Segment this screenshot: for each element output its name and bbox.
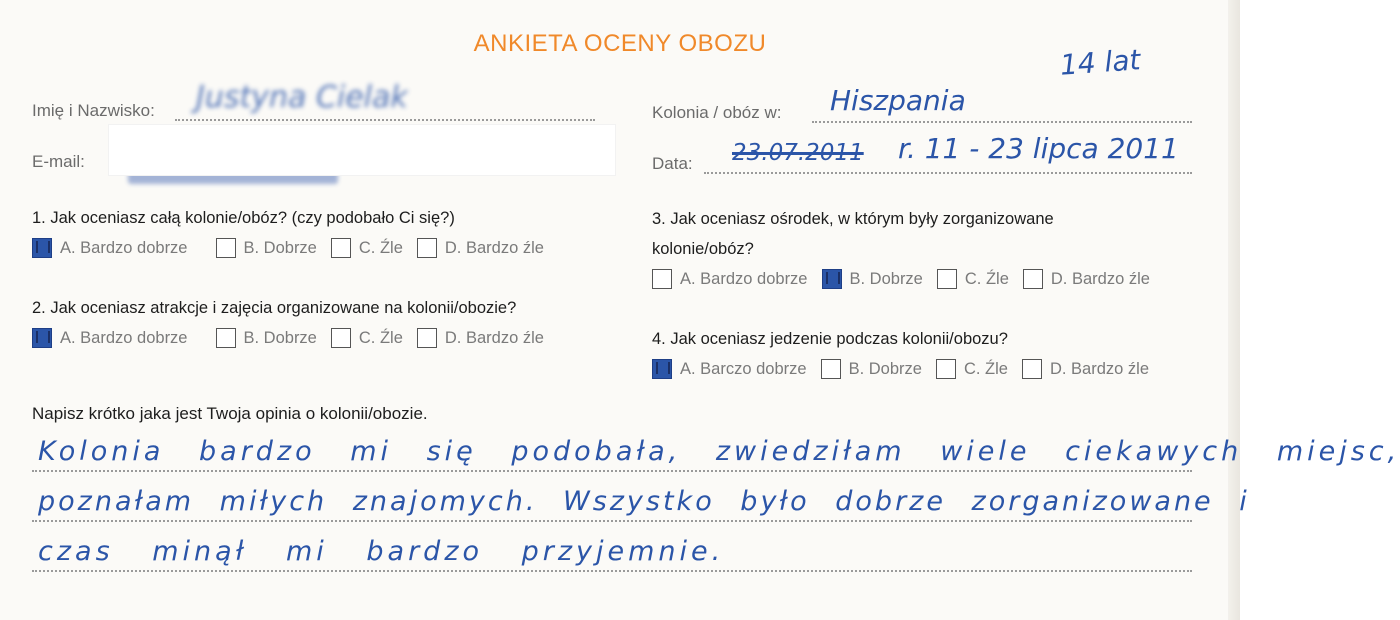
q1-option-c[interactable] <box>331 238 403 258</box>
checkbox[interactable] <box>1023 269 1043 289</box>
q1-option-a[interactable] <box>32 238 188 258</box>
q4-option-b[interactable] <box>821 359 922 379</box>
question-4-label: 4. Jak oceniasz jedzenie podczas kolonii/obozu? <box>652 330 1008 348</box>
date-dotted-line <box>704 172 1192 174</box>
question-3-label-line2: kolonie/obóz? <box>652 240 754 258</box>
card-edge <box>1228 0 1240 620</box>
q4-option-d-label: D. Bardzo źle <box>1049 359 1149 378</box>
opinion-label: Napisz krótko jaka jest Twoja opinia o kolonii/obozie. <box>32 404 428 423</box>
q4-option-d[interactable] <box>1022 359 1149 379</box>
opinion-dotted-line-1 <box>32 470 1192 472</box>
q2-option-b[interactable] <box>216 328 317 348</box>
q1-option-b-label: B. Dobrze <box>243 238 317 257</box>
q3-option-d[interactable] <box>1023 269 1150 289</box>
q1-option-d-label: D. Bardzo źle <box>444 238 544 257</box>
q4-option-b-label: B. Dobrze <box>848 359 922 378</box>
checkbox[interactable] <box>821 359 841 379</box>
checkbox-checked[interactable] <box>32 238 52 258</box>
survey-title: ANKIETA OCENY OBOZU <box>473 30 767 57</box>
q2-option-b-label: B. Dobrze <box>243 328 317 347</box>
checkbox[interactable] <box>216 328 236 348</box>
opinion-text-line-2[interactable]: poznałam miłych znajomych. Wszystko było dobrze zorganizowane i <box>38 486 1250 517</box>
question-4-options <box>652 359 1163 379</box>
q2-option-a[interactable] <box>32 328 188 348</box>
handwritten-age-note: 14 lat <box>1058 43 1142 82</box>
checkbox[interactable] <box>417 328 437 348</box>
name-value-blurred[interactable]: Justyna Cielak <box>196 80 408 115</box>
q4-option-a[interactable] <box>652 359 807 379</box>
name-label: Imię i Nazwisko: <box>32 101 155 120</box>
checkbox[interactable] <box>331 238 351 258</box>
camp-dotted-line <box>812 121 1192 123</box>
q3-option-b-label: B. Dobrze <box>849 269 923 288</box>
q2-option-d[interactable] <box>417 328 544 348</box>
q3-option-d-label: D. Bardzo źle <box>1050 269 1150 288</box>
question-3-options <box>652 269 1164 289</box>
q1-option-d[interactable] <box>417 238 544 258</box>
date-struck-through: 23.07.2011 <box>732 140 864 166</box>
email-redaction-box <box>108 124 616 176</box>
opinion-dotted-line-3 <box>32 570 1192 572</box>
checkbox-checked[interactable] <box>32 328 52 348</box>
camp-value[interactable]: Hiszpania <box>830 84 966 117</box>
checkbox[interactable] <box>216 238 236 258</box>
q2-option-a-label: A. Bardzo dobrze <box>60 328 188 347</box>
q2-option-c-label: C. Źle <box>358 328 403 347</box>
q3-option-b[interactable] <box>822 269 923 289</box>
q3-option-c-label: C. Źle <box>964 269 1009 288</box>
checkbox[interactable] <box>417 238 437 258</box>
question-2-label: 2. Jak oceniasz atrakcje i zajęcia organizowane na kolonii/obozie? <box>32 299 517 317</box>
q4-option-a-label: A. Barczo dobrze <box>680 359 807 378</box>
q3-option-a-label: A. Bardzo dobrze <box>680 269 808 288</box>
q3-option-c[interactable] <box>937 269 1009 289</box>
checkbox-checked[interactable] <box>652 359 672 379</box>
checkbox-checked[interactable] <box>822 269 842 289</box>
question-2-options <box>32 328 558 348</box>
q4-option-c[interactable] <box>936 359 1008 379</box>
q1-option-c-label: C. Źle <box>358 238 403 257</box>
q1-option-a-label: A. Bardzo dobrze <box>60 238 188 257</box>
q4-option-c-label: C. Źle <box>963 359 1008 378</box>
checkbox[interactable] <box>937 269 957 289</box>
name-dotted-line <box>175 119 595 121</box>
question-3-label-line1: 3. Jak oceniasz ośrodek, w którym były zorganizowane <box>652 210 1054 228</box>
checkbox[interactable] <box>652 269 672 289</box>
q2-option-c[interactable] <box>331 328 403 348</box>
checkbox[interactable] <box>936 359 956 379</box>
email-label: E-mail: <box>32 152 85 171</box>
opinion-text-line-1[interactable]: Kolonia bardzo mi się podobała, zwiedziłam wiele ciekawych miejsc, <box>38 436 1400 467</box>
opinion-dotted-line-2 <box>32 520 1192 522</box>
opinion-text-line-3[interactable]: czas minął mi bardzo przyjemnie. <box>38 536 725 567</box>
q3-option-a[interactable] <box>652 269 808 289</box>
date-value[interactable]: r. 11 - 23 lipca 2011 <box>898 132 1179 165</box>
q2-option-d-label: D. Bardzo źle <box>444 328 544 347</box>
checkbox[interactable] <box>331 328 351 348</box>
date-label: Data: <box>652 154 693 173</box>
checkbox[interactable] <box>1022 359 1042 379</box>
q1-option-b[interactable] <box>216 238 317 258</box>
question-1-label: 1. Jak oceniasz całą kolonie/obóz? (czy podobało Ci się?) <box>32 209 455 227</box>
camp-label: Kolonia / obóz w: <box>652 103 782 122</box>
question-1-options <box>32 238 558 258</box>
